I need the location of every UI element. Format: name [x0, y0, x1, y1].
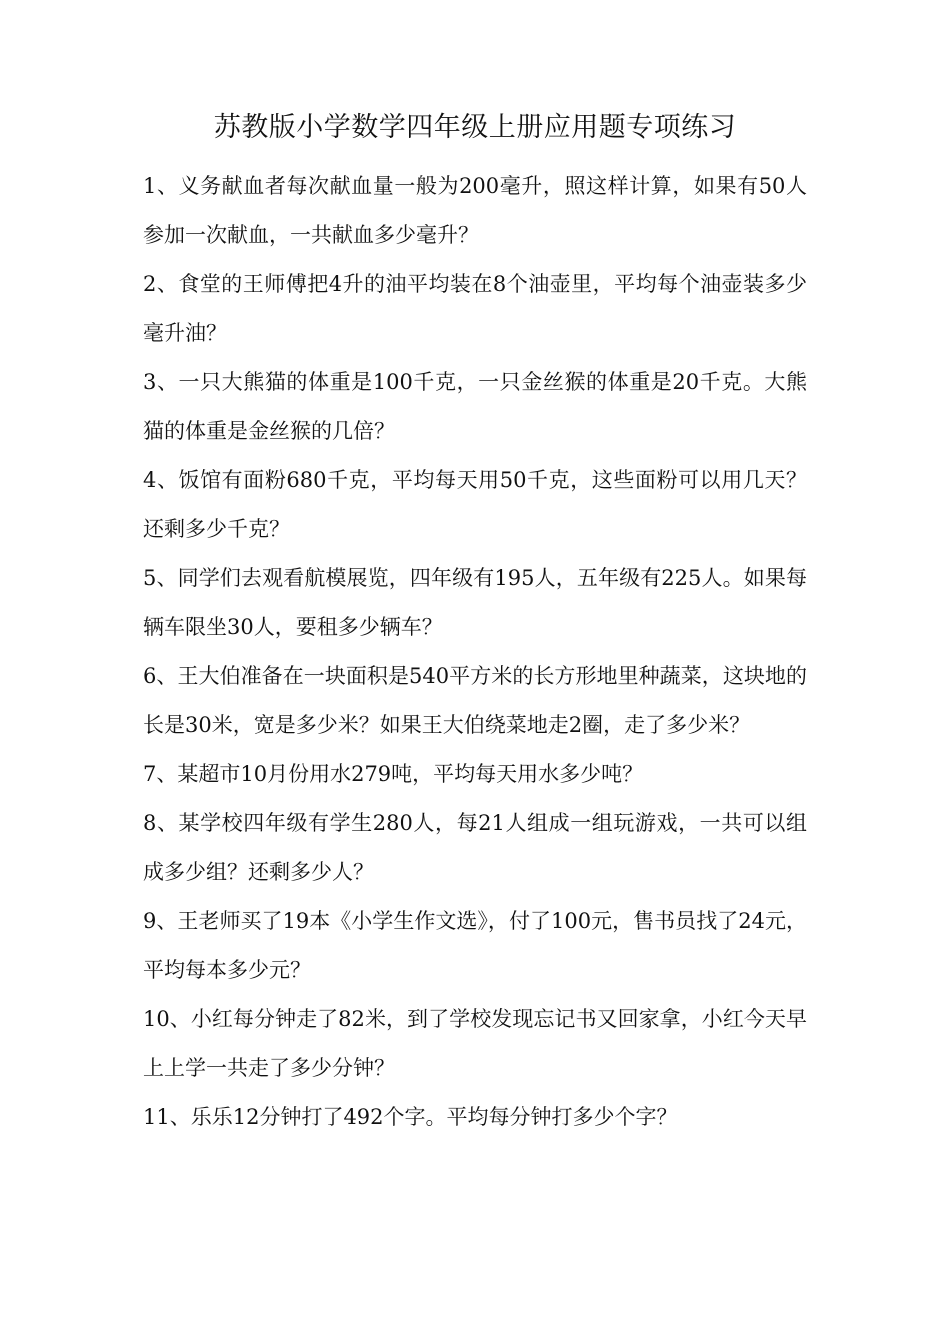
problem-item: 10、小红每分钟走了82米，到了学校发现忘记书又回家拿，小红今天早上上学一共走了多少分钟？ — [143, 1007, 807, 1080]
problem-item: 2、食堂的王师傅把4升的油平均装在8个油壶里，平均每个油壶装多少毫升油？ — [143, 272, 807, 345]
problem-item: 7、某超市10月份用水279吨，平均每天用水多少吨？ — [143, 762, 644, 786]
problem-item: 9、王老师买了19本《小学生作文选》，付了100元，售书员找了24元，平均每本多少元？ — [143, 909, 807, 982]
problem-item: 6、王大伯准备在一块面积是540平方米的长方形地里种蔬菜，这块地的长是30米，宽是多少米？如果王大伯绕菜地走2圈，走了多少米？ — [143, 664, 807, 737]
problem-item: 8、某学校四年级有学生280人，每21人组成一组玩游戏，一共可以组成多少组？还剩多少人？ — [143, 811, 807, 884]
problem-item: 1、义务献血者每次献血量一般为200毫升，照这样计算，如果有50人参加一次献血，一共献血多少毫升？ — [143, 174, 807, 247]
problem-list — [143, 162, 807, 1142]
document-title: 苏教版小学数学四年级上册应用题专项练习 — [213, 112, 737, 143]
problem-item: 4、饭馆有面粉680千克，平均每天用50千克，这些面粉可以用几天？还剩多少千克？ — [143, 468, 807, 541]
problem-item: 3、一只大熊猫的体重是100千克，一只金丝猴的体重是20千克。大熊猫的体重是金丝猴的几倍？ — [143, 370, 807, 443]
problem-item: 11、乐乐12分钟打了492个字。平均每分钟打多少个字？ — [143, 1105, 678, 1129]
problem-item: 5、同学们去观看航模展览，四年级有195人，五年级有225人。如果每辆车限坐30人，要租多少辆车？ — [143, 566, 807, 639]
